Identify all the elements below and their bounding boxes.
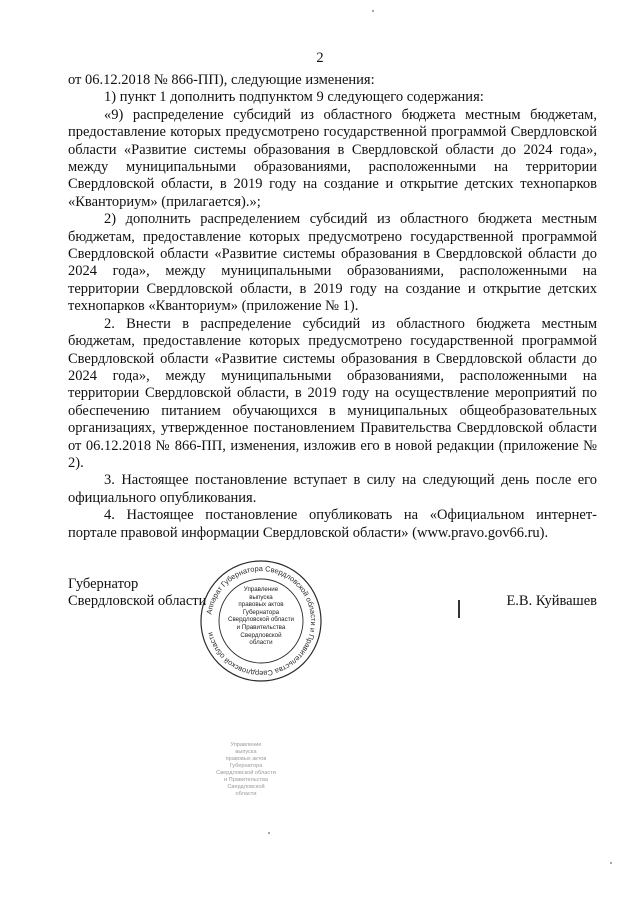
- stamp-line: правовых актов: [238, 601, 284, 609]
- paragraph-section-4: 4. Настоящее постановление опубликовать на «Официальном интернет-портале правовой информации Свердловской области» (www.pravo.gov66.ru).: [68, 507, 597, 541]
- page-number: 2: [316, 50, 324, 66]
- stamp-line: выпуска: [249, 593, 273, 601]
- paragraph-subitem-9: «9) распределение субсидий из областного бюджета местным бюджетам, предоставление которых предусмотрено государственной программой Свердловской области «Развитие системы образования в Свердловской области до 2024 года», между муниципальными образованиями, расположенными на территории Свердловской области, в 2019 году на создание и открытие детских технопарков «Кванториум» (прилагается).»;: [68, 106, 597, 210]
- stamp-line: Управление: [243, 586, 279, 593]
- show-through-line: и Правительства: [224, 777, 268, 783]
- stamp-show-through: [208, 742, 284, 798]
- stamp-line: Губернатора: [242, 608, 280, 616]
- governor-title: [68, 576, 206, 611]
- show-through-line: Губернатора: [229, 763, 263, 769]
- signature-mark: [458, 600, 460, 618]
- stamp-line: области: [249, 639, 273, 647]
- paragraph-item-2: 2) дополнить распределением субсидий из областного бюджета местным бюджетам, предоставление которых предусмотрено государственной программой Свердловской области «Развитие системы образования в Свердловской области до 2024 года», между муниципальными образованиями, расположенными на территории Свердловской области, в 2019 году на создание и открытие детских технопарков «Кванториум» (приложение № 1).: [68, 211, 597, 315]
- paragraph-intro: от 06.12.2018 № 866-ПП), следующие изменения:: [68, 72, 375, 88]
- show-through-line: Свердловской: [227, 784, 265, 790]
- scan-speck: [610, 862, 612, 864]
- document-body: [68, 72, 597, 542]
- scan-speck: [372, 10, 374, 12]
- scan-speck: [268, 832, 270, 834]
- governor-title-line-2: Свердловской области: [68, 593, 207, 610]
- show-through-line: Свердловской области: [216, 770, 276, 776]
- governor-name: Е.В. Куйвашев: [506, 593, 597, 609]
- governor-title-line-1: Губернатор: [68, 576, 139, 592]
- stamp-line: Свердловской: [240, 631, 282, 639]
- stamp-line: и Правительства: [236, 623, 286, 631]
- paragraph-section-2: 2. Внести в распределение субсидий из областного бюджета местным бюджетам, предоставление которых предусмотрено государственной программой Свердловской области «Развитие системы образования в Свердловской области до 2024 года», между муниципальными образованиями, расположенными на территории Свердловской области, в 2019 году на осуществление мероприятий по обеспечению питанием обучающихся в муниципальных общеобразовательных организациях, утвержденное постановлением Правительства Свердловской области от 06.12.2018 № 866-ПП, изменения, изложив его в новой редакции (приложение № 2).: [68, 315, 597, 471]
- stamp-inner-text: [220, 586, 302, 647]
- show-through-line: области: [235, 791, 257, 797]
- show-through-line: правовых актов: [225, 756, 267, 762]
- paragraph-section-3: 3. Настоящее постановление вступает в силу на следующий день после его официального опубликования.: [68, 472, 597, 506]
- show-through-line: Управление: [230, 742, 262, 748]
- signature-block: [68, 576, 597, 676]
- paragraph-item-1: 1) пункт 1 дополнить подпунктом 9 следующего содержания:: [104, 89, 484, 106]
- show-through-line: выпуска: [235, 749, 257, 755]
- stamp-ring-text-path: Аппарат Губернатора Свердловской области и Правительства Свердловской области: [204, 563, 319, 679]
- stamp-line: Свердловской области: [227, 616, 294, 624]
- official-stamp: [198, 558, 324, 684]
